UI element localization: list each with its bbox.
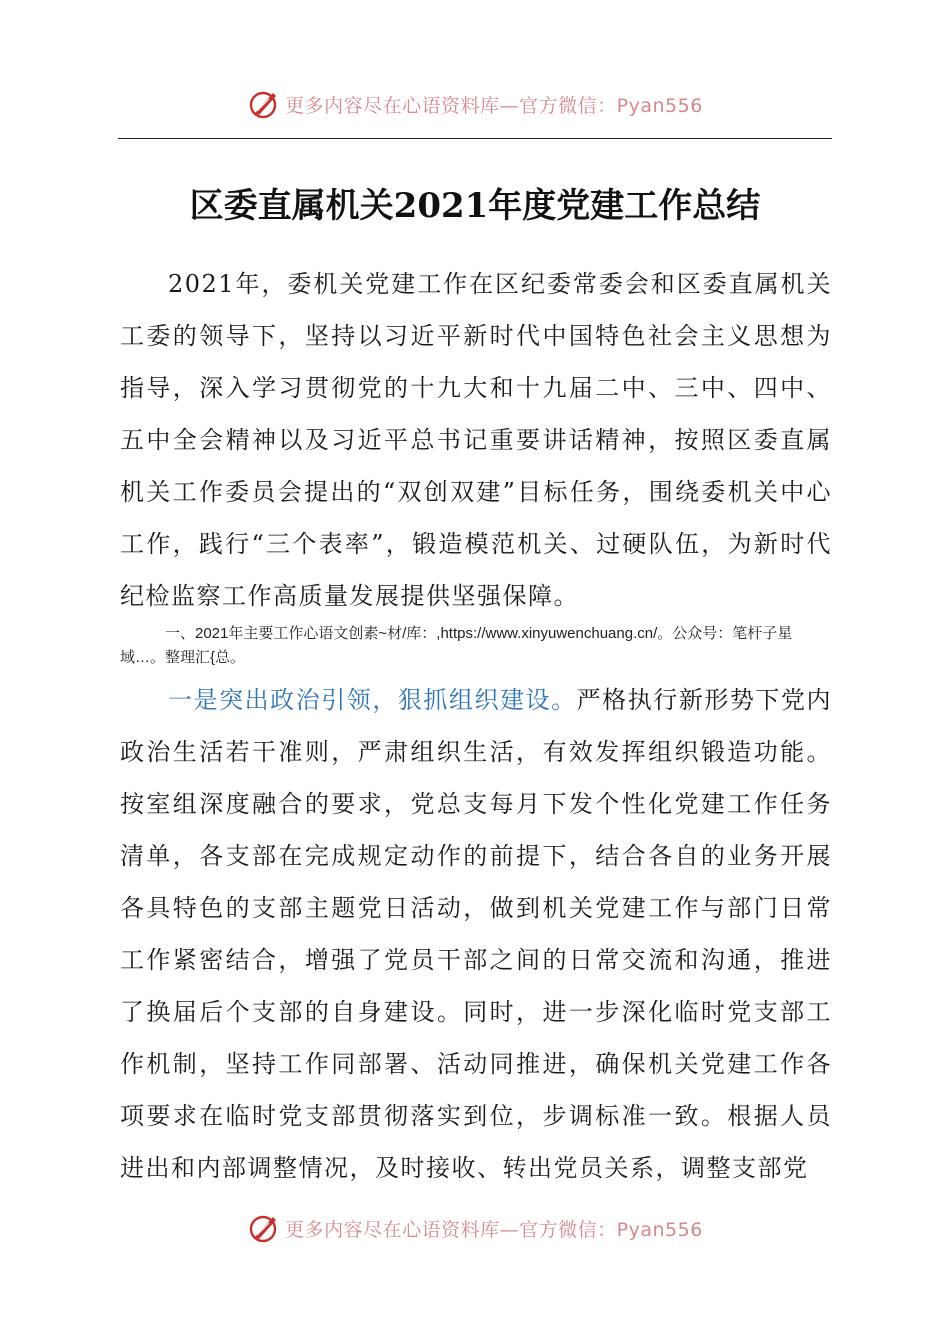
body-paragraph-text: 严格执行新形势下党内政治生活若干准则，严肃组织生活，有效发挥组织锻造功能。按室组深度融合的要求，党总支每月下发个性化党建工作任务清单，各支部在完成规定动作的前提下，结合各自的业务开展各具特色的支部主题党日活动，做到机关党建工作与部门日常工作紧密结合，增强了党员干部之间的日常交流和沟通，推进了换届后个支部的自身建设。同时，进一步深化临时党支部工作机制，坚持工作同部署、活动同推进，确保机关党建工作各项要求在临时党支部贯彻落实到位，步调标准一致。根据人员进出和内部调整情况，及时接收、转出党员关系，调整支部党: [120, 686, 832, 1182]
highlight-lead: 一是突出政治引领，狠抓组织建设。: [168, 686, 577, 714]
document-title: 区委直属机关2021年度党建工作总结: [189, 186, 761, 226]
header-banner-text: 更多内容尽在心语资料库—官方微信：Pyan556: [285, 94, 703, 117]
quill-logo-icon: [247, 1211, 281, 1245]
footer-banner: [0, 1206, 950, 1250]
footer-banner-text: 更多内容尽在心语资料库—官方微信：Pyan556: [285, 1218, 703, 1241]
quill-logo-icon: [247, 87, 281, 121]
section-heading-note: 一、2021年主要工作心语文创素~材/库：,https://www.xinyuwenchuang.cn/。公众号：笔杆子星域…。整理汇{总。: [120, 625, 793, 666]
body-paragraph: [120, 674, 832, 1194]
header-banner: [0, 82, 950, 126]
header-divider: [118, 138, 832, 139]
intro-paragraph: 2021年，委机关党建工作在区纪委常委会和区委直属机关工委的领导下，坚持以习近平新时代中国特色社会主义思想为指导，深入学习贯彻党的十九大和十九届二中、三中、四中、五中全会精神以及习近平总书记重要讲话精神，按照区委直属机关工作委员会提出的“双创双建”目标任务，围绕委机关中心工作，践行“三个表率”，锻造模范机关、过硬队伍，为新时代纪检监察工作高质量发展提供坚强保障。: [120, 270, 832, 610]
